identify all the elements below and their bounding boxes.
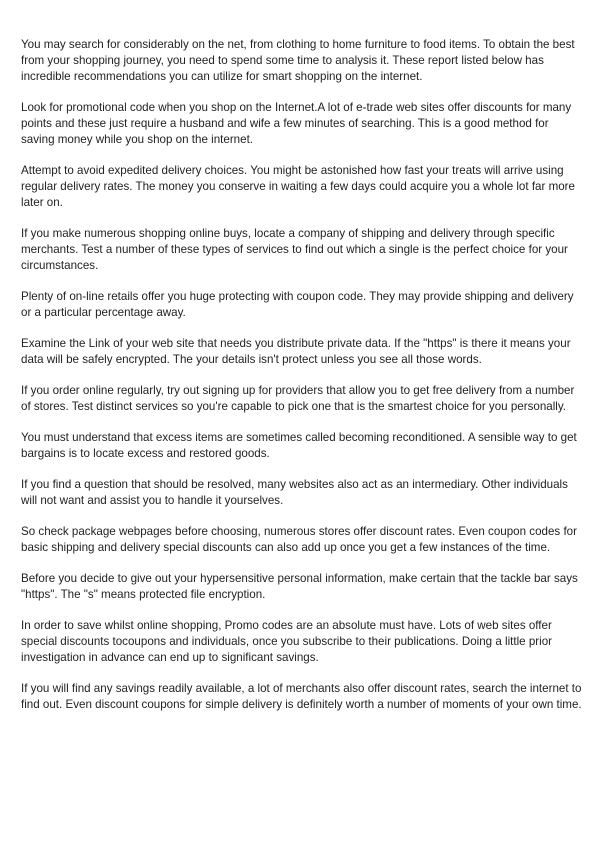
paragraph-5: Plenty of on-line retails offer you huge protecting with coupon code. They may provide shipping and delivery or a particular percentage away.: [21, 290, 574, 319]
paragraph-9: If you find a question that should be resolved, many websites also act as an intermediary. Other individuals will not want and assist you to handle it yourselves.: [21, 478, 568, 507]
paragraph-2: Look for promotional code when you shop on the Internet.A lot of e-trade web sites offer discounts for many points and these just require a husband and wife a few minutes of searching. This is a good method for saving money while you shop on the internet.: [21, 101, 572, 146]
paragraph-4: If you make numerous shopping online buys, locate a company of shipping and delivery through specific merchants. Test a number of these types of services to find out which a single is the perfect choice for your circumstances.: [21, 227, 568, 272]
paragraph-11: Before you decide to give out your hypersensitive personal information, make certain that the tackle bar says "https". The "s" means protected file encryption.: [21, 572, 578, 601]
paragraph-10: So check package webpages before choosing, numerous stores offer discount rates. Even coupon codes for basic shipping and delivery special discounts can also add up once you get a few instances of the time.: [21, 525, 577, 554]
paragraph-3: Attempt to avoid expedited delivery choices. You might be astonished how fast your treats will arrive using regular delivery rates. The money you conserve in waiting a few days could acquire you a whole lot far more later on.: [21, 164, 575, 209]
paragraph-13: If you will find any savings readily available, a lot of merchants also offer discount rates, search the internet to find out. Even discount coupons for simple delivery is definitely worth a number of moments of your own time.: [21, 682, 582, 711]
paragraph-12: In order to save whilst online shopping, Promo codes are an absolute must have. Lots of web sites offer special discounts tocoupons and individuals, once you subscribe to their publications. Doing a little prior investigation in advance can end up to significant savings.: [21, 619, 553, 664]
paragraph-6: Examine the Link of your web site that needs you distribute private data. If the "https" is there it means your data will be safely encrypted. The your details isn't protect unless you see all those words.: [21, 337, 571, 366]
paragraph-8: You must understand that excess items are sometimes called becoming reconditioned. A sensible way to get bargains is to locate excess and restored goods.: [21, 431, 577, 460]
paragraph-1: You may search for considerably on the net, from clothing to home furniture to food items. To obtain the best from your shopping journey, you need to spend some time to analysis it. These report listed below has incredible recommendations you can utilize for smart shopping on the internet.: [21, 38, 575, 83]
paragraph-7: If you order online regularly, try out signing up for providers that allow you to get free delivery from a number of stores. Test distinct services so you're capable to pick one that is the smartest choice for you personally.: [21, 384, 575, 413]
document-body: [21, 37, 583, 728]
